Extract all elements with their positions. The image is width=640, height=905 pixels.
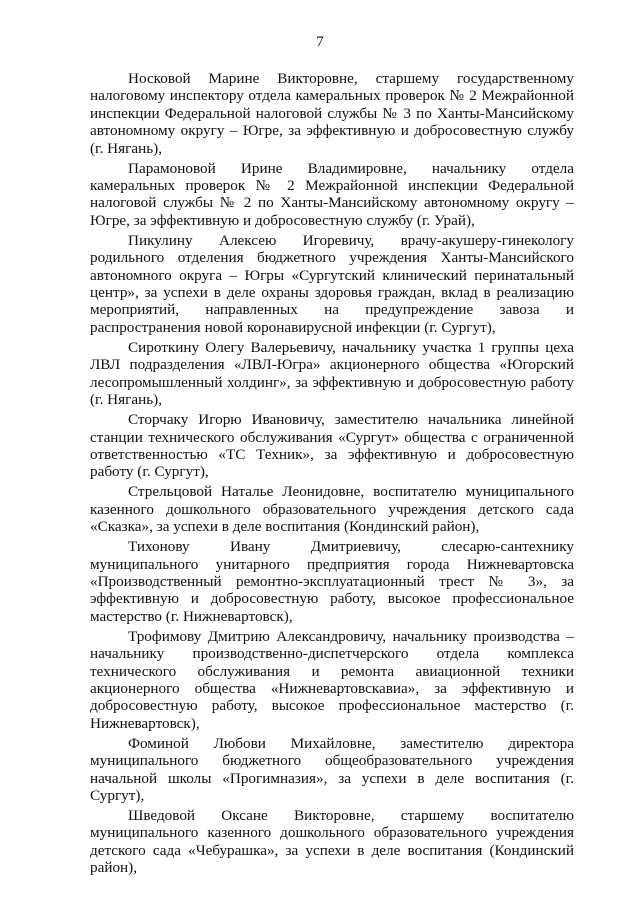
award-paragraph-pikulin: Пикулину Алексею Игоревичу, врачу-акушеру-гинекологу родильного отделения бюджетного учреждения Ханты-Мансийского автономного округа – Югры «Сургутский клинический перинатальный центр», за успехи в деле охраны здоровья граждан, вклад в реализацию мероприятий, направленных на предупреждение завоза и распространения новой коронавирусной инфекции (г. Сургут), — [90, 231, 574, 336]
document-body — [90, 70, 574, 879]
award-paragraph-streltsova: Стрельцовой Наталье Леонидовне, воспитателю муниципального казенного дошкольного образовательного учреждения детского сада «Сказка», за успехи в деле воспитания (Кондинский район), — [90, 483, 574, 536]
award-paragraph-paramonova: Парамоновой Ирине Владимировне, начальнику отдела камеральных проверок № 2 Межрайонной инспекции Федеральной налоговой службы № 2 по Ханты-Мансийскому автономному округу – Югре, за эффективную и добросовестную службу (г. Урай), — [90, 159, 574, 229]
award-paragraph-trofimov: Трофимову Дмитрию Александровичу, начальнику производства – начальнику производственно-диспетчерского отдела комплекса технического обслуживания и ремонта авиационной техники акционерного общества «Нижневартовскавиа», за эффективную и добросовестную работу, высокое профессиональное мастерство (г. Нижневартовск), — [90, 627, 574, 732]
award-paragraph-fomina: Фоминой Любови Михайловне, заместителю директора муниципального бюджетного общеобразовательного учреждения начальной школы «Прогимназия», за успехи в деле воспитания (г. Сургут), — [90, 734, 574, 804]
award-paragraph-tikhonov: Тихонову Ивану Дмитриевичу, слесарю-сантехнику муниципального унитарного предприятия города Нижневартовска «Производственный ремонтно-эксплуатационный трест № 3», за эффективную и добросовестную работу, высокое профессиональное мастерство (г. Нижневартовск), — [90, 538, 574, 625]
page-number: 7 — [316, 34, 324, 50]
award-paragraph-noskova: Носковой Марине Викторовне, старшему государственному налоговому инспектору отдела камеральных проверок № 2 Межрайонной инспекции Федеральной налоговой службы № 3 по Ханты-Мансийскому автономному округу – Югре, за эффективную и добросовестную службу (г. Нягань), — [90, 70, 574, 157]
award-paragraph-sirotkin: Сироткину Олегу Валерьевичу, начальнику участка 1 группы цеха ЛВЛ подразделения «ЛВЛ-Югра» акционерного общества «Югорский лесопромышленный холдинг», за эффективную и добросовестную работу (г. Нягань), — [90, 338, 574, 409]
award-paragraph-shvedova: Шведовой Оксане Викторовне, старшему воспитателю муниципального казенного дошкольного образовательного учреждения детского сада «Чебурашка», за успехи в деле воспитания (Кондинский район), — [90, 807, 574, 877]
award-paragraph-storchak: Сторчаку Игорю Ивановичу, заместителю начальника линейной станции технического обслуживания «Сургут» общества с ограниченной ответственностью «ТС Техник», за эффективную и добросовестную работу (г. Сургут), — [90, 411, 574, 481]
